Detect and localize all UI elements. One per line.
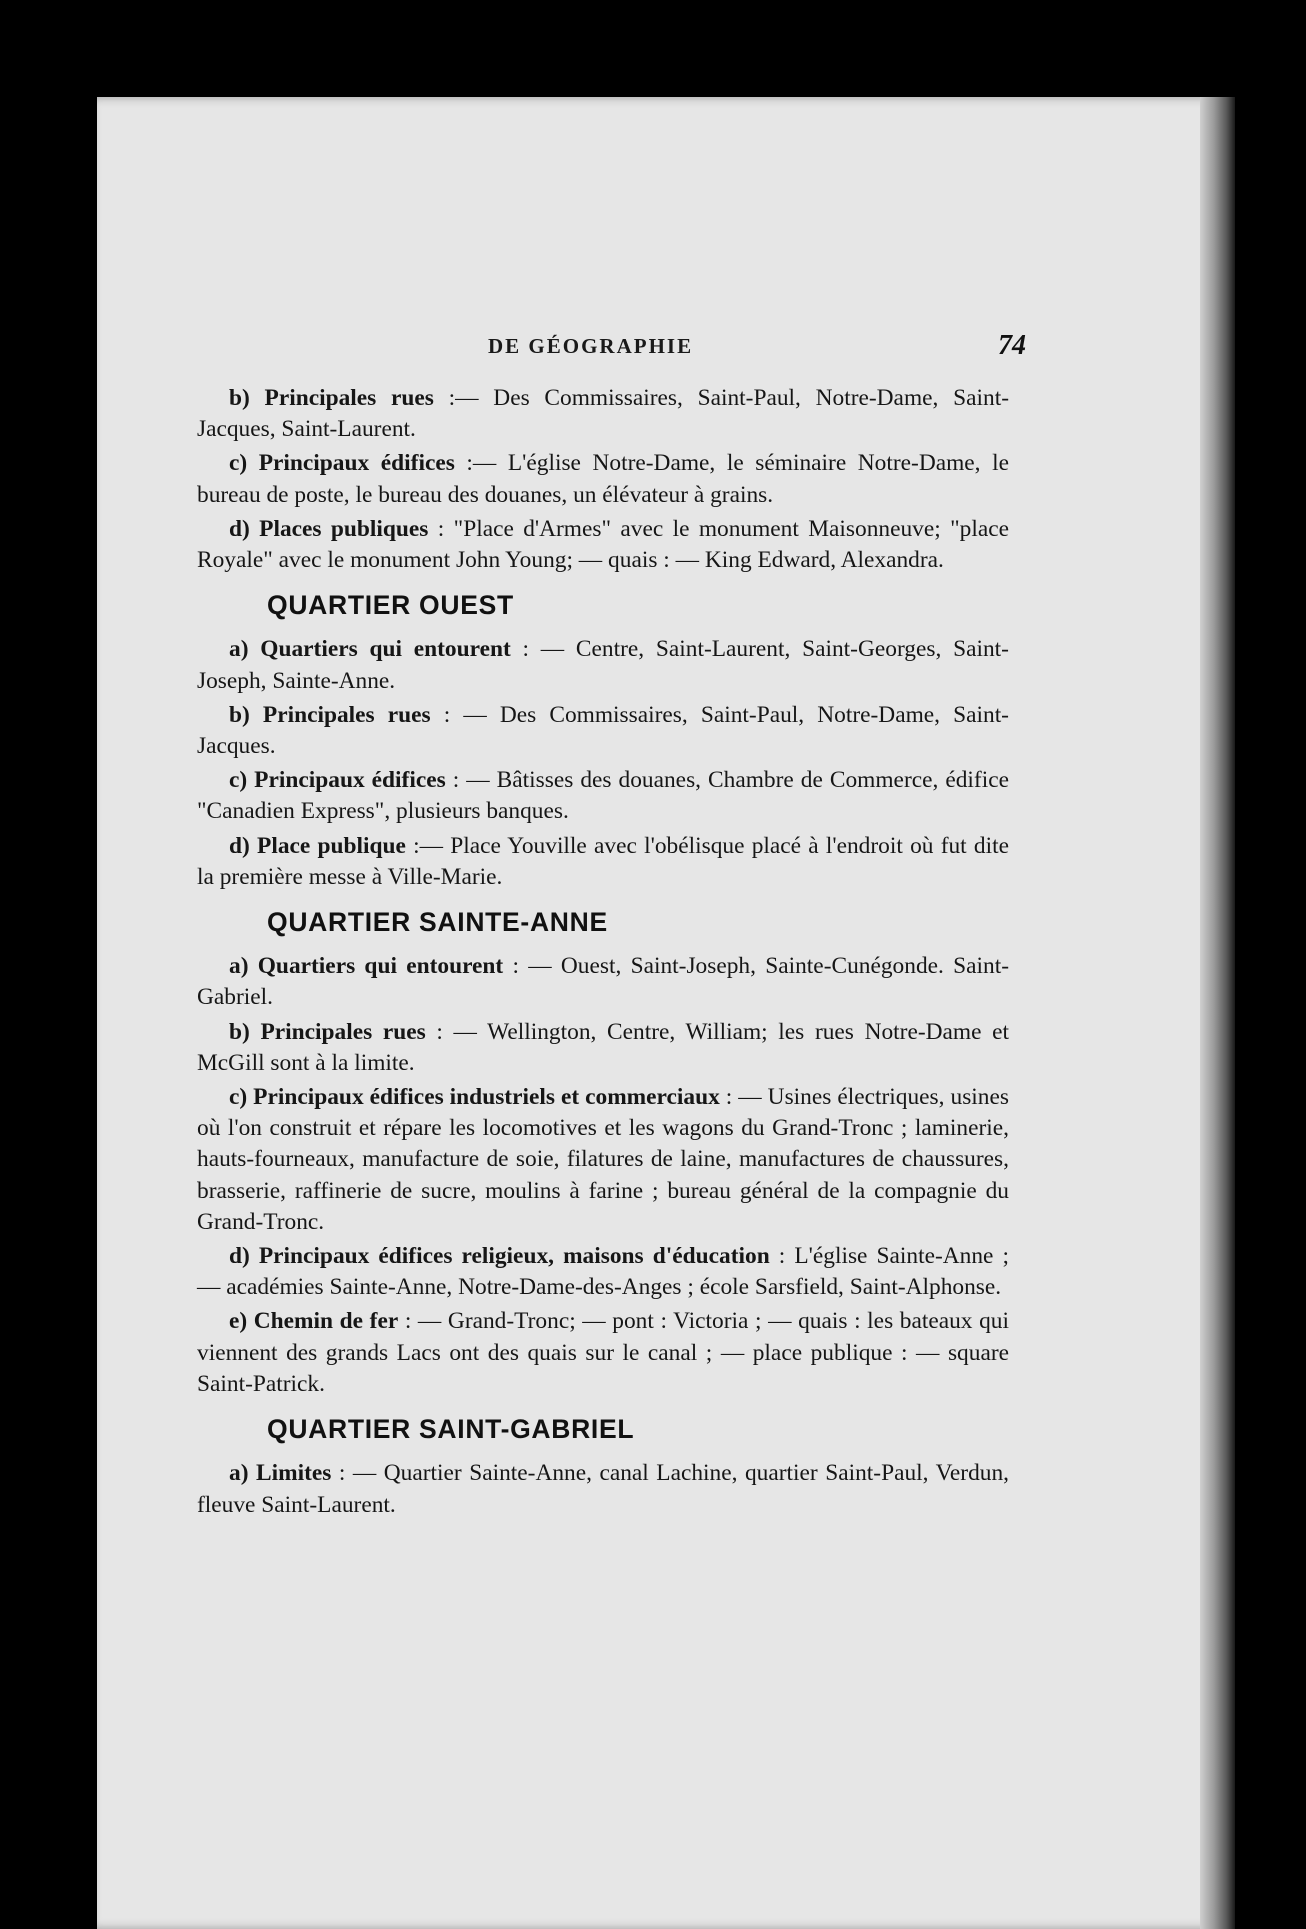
- list-item: [197, 1082, 1009, 1238]
- section-heading: QUARTIER SAINTE-ANNE: [267, 907, 608, 938]
- item-label: c) Principaux édifices: [229, 767, 446, 794]
- item-label: d) Places publiques: [229, 515, 429, 542]
- item-label: c) Principaux édifices: [229, 450, 455, 477]
- list-item: [197, 951, 1009, 1013]
- list-item: [197, 383, 1009, 445]
- section-heading: QUARTIER SAINT-GABRIEL: [267, 1414, 635, 1445]
- item-text: : — Centre, Saint-Laurent, Saint-Georges, Saint-Joseph, Sainte-Anne.: [197, 636, 1009, 694]
- page-body: [197, 383, 1009, 1524]
- item-label: a) Quartiers qui entourent: [229, 636, 511, 663]
- item-text: :— Des Commissaires, Saint-Paul, Notre-Dame, Saint-Jacques, Saint-Laurent.: [197, 385, 1009, 443]
- item-label: a) Limites: [229, 1460, 332, 1487]
- list-item: [197, 1241, 1009, 1303]
- list-item: [197, 514, 1009, 576]
- item-text: :— Place Youville avec l'obélisque placé à l'endroit où fut dite la première messe à Ville-Marie.: [197, 832, 1009, 890]
- item-label: e) Chemin de fer: [229, 1308, 399, 1335]
- list-item: [197, 831, 1009, 893]
- item-text: : — Bâtisses des douanes, Chambre de Commerce, édifice "Canadien Express", plusieurs banques.: [197, 767, 1009, 825]
- item-label: c) Principaux édifices industriels et commerciaux: [229, 1084, 720, 1111]
- item-text: : — Des Commissaires, Saint-Paul, Notre-Dame, Saint-Jacques.: [197, 701, 1009, 760]
- list-item: [197, 1306, 1009, 1400]
- section-heading: QUARTIER OUEST: [267, 590, 514, 621]
- list-item: [197, 634, 1009, 696]
- item-text: : L'église Sainte-Anne ; — académies Sainte-Anne, Notre-Dame-des-Anges ; école Sarsfield, Saint-Alphonse.: [197, 1243, 1009, 1301]
- item-text: :— L'église Notre-Dame, le séminaire Notre-Dame, le bureau de poste, le bureau des douanes, un élévateur à grains.: [197, 450, 1009, 508]
- list-item: [197, 448, 1009, 510]
- list-item: [197, 700, 1009, 762]
- book-spine-shadow: [1200, 97, 1235, 1929]
- page-number: 74: [998, 330, 1026, 361]
- item-text: : — Usines électriques, usines où l'on construit et répare les locomotives et les wagons du Grand-Tronc ; laminerie, hauts-fourneaux, manufacture de soie, filatures de laine, manufactures de chaussures, brasserie, raffinerie de sucre, moulins à farine ; bureau général de la compagnie du Grand-Tronc.: [197, 1084, 1009, 1235]
- item-label: d) Principaux édifices religieux, maisons d'éducation: [229, 1243, 770, 1270]
- item-text: : — Quartier Sainte-Anne, canal Lachine, quartier Saint-Paul, Verdun, fleuve Saint-Laurent.: [197, 1460, 1010, 1518]
- item-label: a) Quartiers qui entourent: [229, 953, 504, 980]
- section-continuation: [197, 383, 1009, 576]
- running-header: [488, 330, 1028, 374]
- list-item: [197, 1458, 1009, 1520]
- section-quartier-sainte-anne: [197, 907, 1009, 1400]
- item-label: d) Place publique: [229, 832, 406, 859]
- running-title: DE GÉOGRAPHIE: [488, 334, 694, 358]
- item-text: : — Wellington, Centre, William; les rues Notre-Dame et McGill sont à la limite.: [197, 1018, 1009, 1076]
- section-quartier-ouest: [197, 590, 1009, 893]
- item-label: b) Principales rues: [229, 385, 434, 411]
- item-text: : — Ouest, Saint-Joseph, Sainte-Cunégonde. Saint-Gabriel.: [197, 953, 1009, 1011]
- item-text: : — Grand-Tronc; — pont : Victoria ; — quais : les bateaux qui viennent des grands Lacs ont des quais sur le canal ; — place publique : — square Saint-Patrick.: [197, 1308, 1009, 1397]
- section-quartier-saint-gabriel: [197, 1414, 1009, 1521]
- item-label: b) Principales rues: [229, 1018, 426, 1045]
- item-label: b) Principales rues: [229, 701, 431, 728]
- list-item: [197, 765, 1009, 827]
- item-text: : "Place d'Armes" avec le monument Maisonneuve; "place Royale" avec le monument John Young; — quais : — King Edward, Alexandra.: [197, 515, 1009, 574]
- list-item: [197, 1017, 1009, 1079]
